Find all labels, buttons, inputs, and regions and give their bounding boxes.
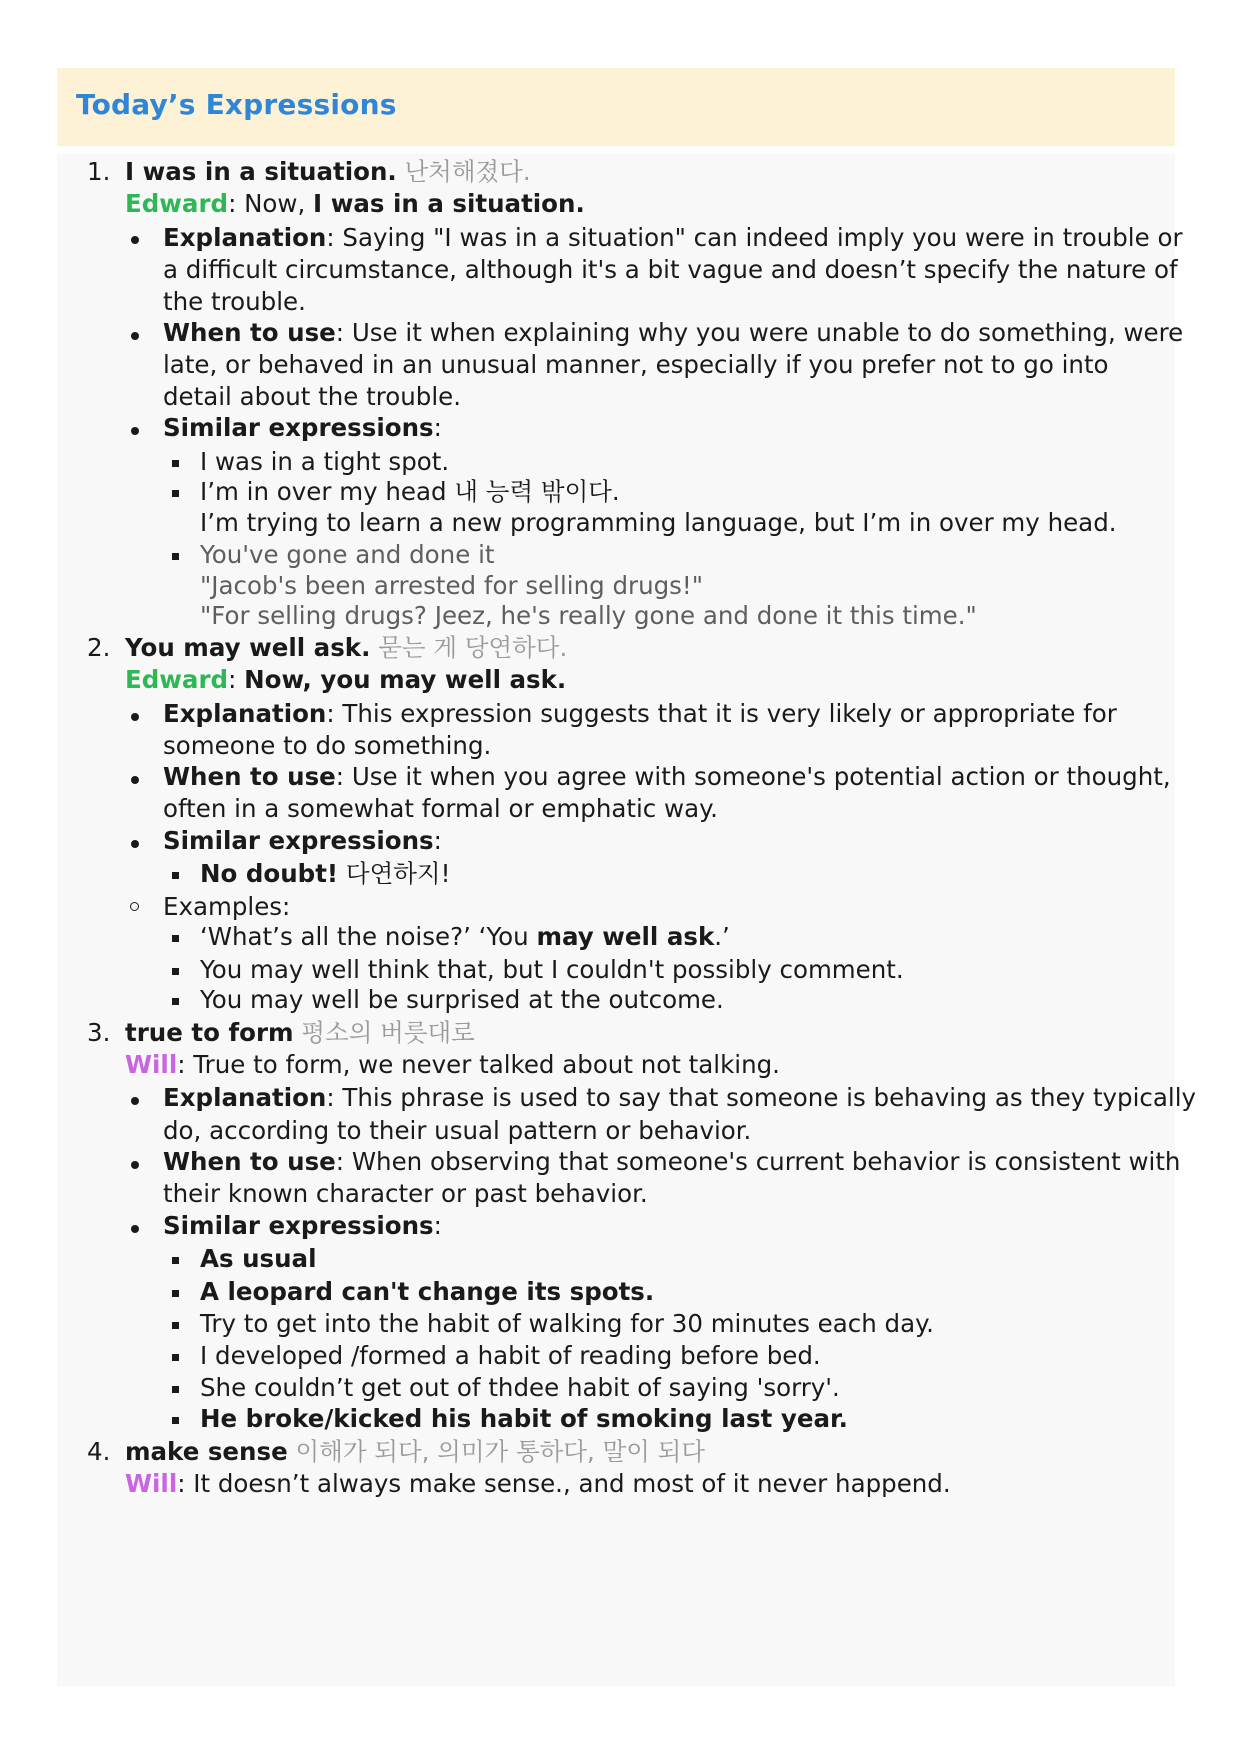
speaker-name: Will: [125, 1050, 178, 1079]
similar-item: You've gone and done it: [200, 540, 495, 569]
explanation-cont: a difficult circumstance, although it's a bit vague and doesn’t specify the nature of: [163, 255, 1178, 284]
explanation: Explanation: Saying "I was in a situation" can indeed imply you were in trouble or: [163, 223, 1183, 252]
when-to-use-cont: late, or behaved in an unusual manner, especially if you prefer not to go into: [163, 350, 1109, 379]
example-item: You may well be surprised at the outcome.: [200, 985, 724, 1014]
speaker-name: Will: [125, 1469, 178, 1498]
explanation-cont: the trouble.: [163, 287, 306, 316]
similar-item: I’m in over my head 내 능력 밖이다.: [200, 477, 620, 506]
when-to-use-cont: detail about the trouble.: [163, 382, 461, 411]
item-number: 1.: [87, 157, 111, 186]
korean-translation: 평소의 버릇대로: [301, 1018, 475, 1047]
example-item: You may well think that, but I couldn't possibly comment.: [200, 955, 904, 984]
bullet-icon: [131, 713, 139, 721]
when-to-use: When to use: When observing that someone's current behavior is consistent with: [163, 1147, 1181, 1176]
speaker-name: Edward: [125, 189, 229, 218]
bullet-icon: [131, 427, 139, 435]
examples-label: Examples:: [163, 892, 291, 921]
square-bullet-icon: [172, 1322, 179, 1329]
item-number: 2.: [87, 633, 111, 662]
explanation: Explanation: This phrase is used to say that someone is behaving as they typically: [163, 1083, 1197, 1112]
bullet-icon: [131, 236, 139, 244]
when-to-use: When to use: Use it when explaining why you were unable to do something, were: [163, 318, 1184, 347]
bullet-icon: [131, 332, 139, 340]
item-number: 4.: [87, 1437, 111, 1466]
section-header: [57, 68, 1175, 146]
expression-heading: [125, 1015, 475, 1050]
square-bullet-icon: [172, 1257, 179, 1264]
similar-expressions-label: Similar expressions:: [163, 1211, 442, 1240]
bullet-icon: [131, 776, 139, 784]
square-bullet-icon: [172, 998, 179, 1005]
similar-item: She couldn’t get out of thdee habit of saying 'sorry'.: [200, 1373, 840, 1402]
expression-phrase: You may well ask.: [125, 633, 371, 662]
square-bullet-icon: [172, 935, 179, 942]
speaker-name: Edward: [125, 665, 229, 694]
similar-item: No doubt! 다연하지!: [200, 859, 451, 888]
similar-item: Try to get into the habit of walking for 30 minutes each day.: [200, 1309, 934, 1338]
bullet-icon: [131, 1097, 139, 1105]
square-bullet-icon: [172, 968, 179, 975]
square-bullet-icon: [172, 460, 179, 467]
korean-translation: 난처해졌다.: [404, 157, 531, 186]
expression-phrase: true to form: [125, 1018, 294, 1047]
when-to-use-cont: their known character or past behavior.: [163, 1179, 648, 1208]
bullet-icon: [131, 1225, 139, 1233]
item-number: 3.: [87, 1018, 111, 1047]
bullet-icon: [131, 1161, 139, 1169]
square-bullet-icon: [172, 1386, 179, 1393]
explanation-cont: someone to do something.: [163, 731, 492, 760]
korean-translation: 이해가 되다, 의미가 통하다, 말이 되다: [295, 1437, 706, 1466]
square-bullet-icon: [172, 872, 179, 879]
example-item: ‘What’s all the noise?’ ‘You may well ask.’: [200, 922, 730, 951]
dialogue-line: Will: It doesn’t always make sense., and most of it never happend.: [125, 1469, 951, 1498]
expression-heading: [125, 154, 531, 189]
when-to-use: When to use: Use it when you agree with someone's potential action or thought,: [163, 762, 1171, 791]
similar-expressions-label: Similar expressions:: [163, 826, 442, 855]
similar-item: A leopard can't change its spots.: [200, 1277, 655, 1306]
similar-item: As usual: [200, 1244, 317, 1273]
similar-expressions-label: Similar expressions:: [163, 413, 442, 442]
similar-item: I developed /formed a habit of reading before bed.: [200, 1341, 821, 1370]
similar-item: He broke/kicked his habit of smoking last year.: [200, 1404, 848, 1433]
explanation-cont: do, according to their usual pattern or behavior.: [163, 1116, 752, 1145]
expression-phrase: I was in a situation.: [125, 157, 397, 186]
square-bullet-icon: [172, 1290, 179, 1297]
explanation: Explanation: This expression suggests that it is very likely or appropriate for: [163, 699, 1117, 728]
bullet-icon: [131, 840, 139, 848]
expressions-list: [57, 154, 1197, 1686]
similar-item: I was in a tight spot.: [200, 447, 450, 476]
expression-heading: [125, 1434, 705, 1469]
similar-item-example: "For selling drugs? Jeez, he's really gone and done it this time.": [200, 601, 977, 630]
square-bullet-icon: [172, 1417, 179, 1424]
expression-phrase: make sense: [125, 1437, 288, 1466]
square-bullet-icon: [172, 553, 179, 560]
dialogue-line: Will: True to form, we never talked about not talking.: [125, 1050, 780, 1079]
korean-translation: 묻는 게 당연하다.: [378, 633, 568, 662]
similar-item-example: "Jacob's been arrested for selling drugs!": [200, 571, 704, 600]
square-bullet-icon: [172, 490, 179, 497]
dialogue-line: Edward: Now, you may well ask.: [125, 665, 567, 694]
when-to-use-cont: often in a somewhat formal or emphatic way.: [163, 794, 718, 823]
similar-item-example: I’m trying to learn a new programming language, but I’m in over my head.: [200, 508, 1117, 537]
square-bullet-icon: [172, 1354, 179, 1361]
dialogue-line: Edward: Now, I was in a situation.: [125, 189, 585, 218]
circle-bullet-icon: [130, 902, 139, 911]
section-title: Today’s Expressions: [76, 88, 397, 121]
expression-heading: [125, 630, 567, 665]
